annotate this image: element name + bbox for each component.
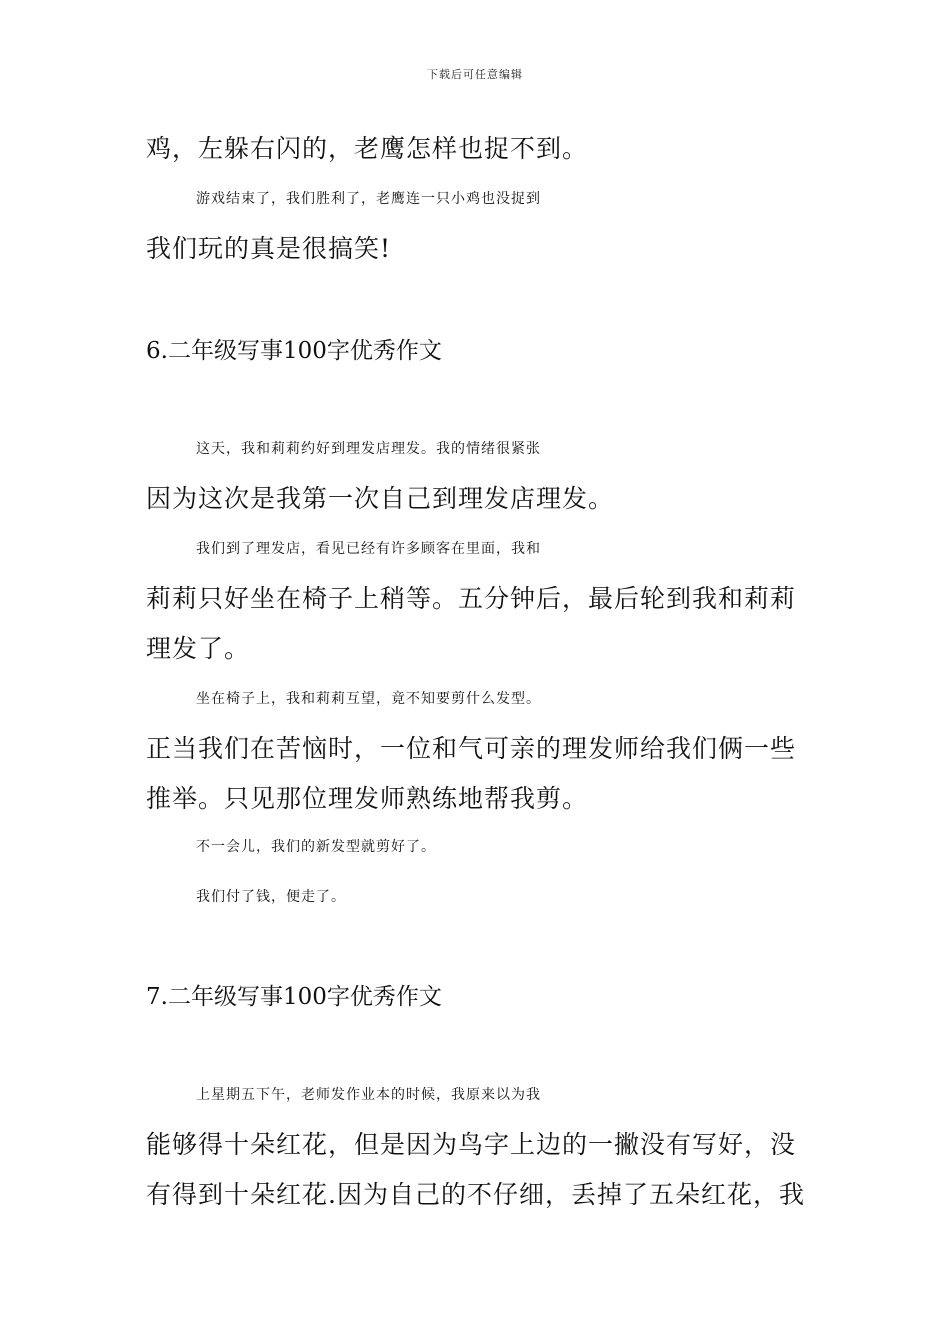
section-heading: 6.二年级写事100字优秀作文 <box>146 338 442 364</box>
paragraph-line: 鸡，左躲右闪的，老鹰怎样也捉不到。 <box>146 134 589 163</box>
paragraph-line: 推举。只见那位理发师熟练地帮我剪。 <box>146 784 589 813</box>
paragraph-line: 理发了。 <box>146 634 251 663</box>
paragraph-line: 莉莉只好坐在椅子上稍等。五分钟后，最后轮到我和莉莉 <box>146 584 797 613</box>
paragraph-line: 我们玩的真是很搞笑! <box>146 234 392 263</box>
paragraph-line: 能够得十朵红花，但是因为鸟字上边的一撇没有写好，没 <box>146 1130 797 1159</box>
paragraph-line: 不一会儿，我们的新发型就剪好了。 <box>196 839 436 855</box>
page-header: 下载后可任意编辑 <box>427 68 523 81</box>
section-heading: 7.二年级写事100字优秀作文 <box>146 984 442 1010</box>
paragraph-line: 正当我们在苦恼时，一位和气可亲的理发师给我们俩一些 <box>146 734 797 763</box>
paragraph-line: 上星期五下午，老师发作业本的时候，我原来以为我 <box>196 1087 541 1103</box>
paragraph-line: 游戏结束了，我们胜利了，老鹰连一只小鸡也没捉到 <box>196 191 541 207</box>
paragraph-line: 因为这次是我第一次自己到理发店理发。 <box>146 484 615 513</box>
paragraph-line: 坐在椅子上，我和莉莉互望，竟不知要剪什么发型。 <box>196 691 541 707</box>
paragraph-line: 我们到了理发店，看见已经有许多顾客在里面，我和 <box>196 541 541 557</box>
paragraph-line: 我们付了钱，便走了。 <box>196 889 346 905</box>
paragraph-line: 这天，我和莉莉约好到理发店理发。我的情绪很紧张 <box>196 441 541 457</box>
paragraph-line: 有得到十朵红花.因为自己的不仔细，丢掉了五朵红花，我 <box>146 1180 805 1209</box>
